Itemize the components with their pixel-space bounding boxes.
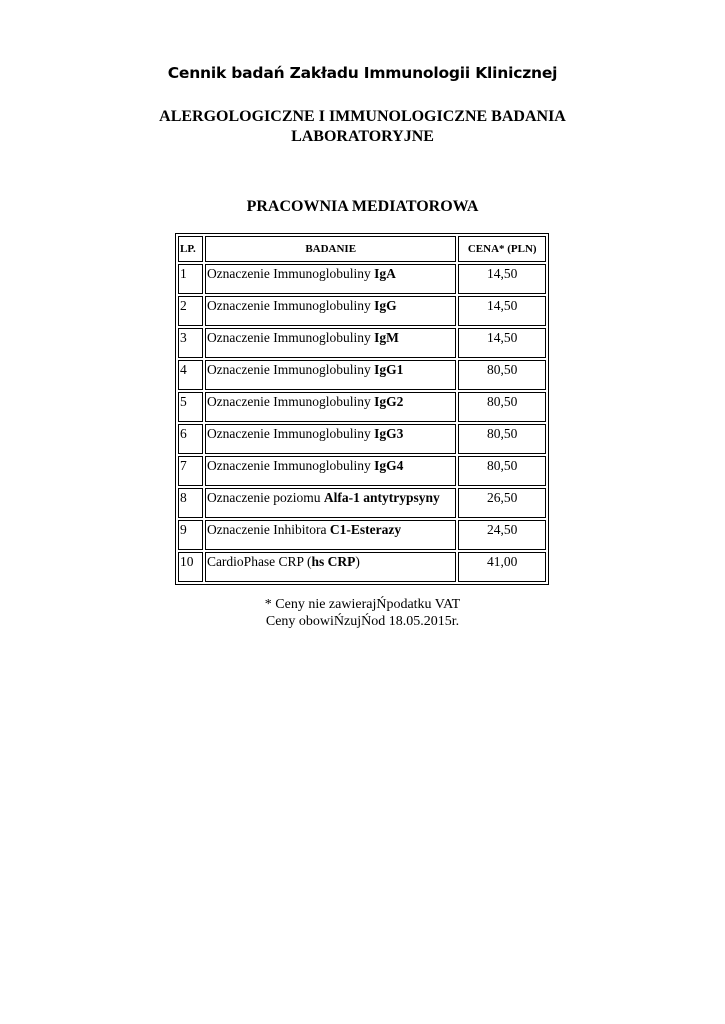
header-cena: CENA* (PLN) bbox=[458, 236, 546, 262]
row-test-name: Oznaczenie Immunoglobuliny IgG3 bbox=[205, 424, 457, 454]
row-lp: 1 bbox=[178, 264, 203, 294]
table-row bbox=[178, 456, 546, 486]
section-title: PRACOWNIA MEDIATOROWA bbox=[246, 198, 479, 215]
price-notes bbox=[0, 596, 725, 630]
row-test-name: Oznaczenie Immunoglobuliny IgA bbox=[205, 264, 457, 294]
table-row bbox=[178, 264, 546, 294]
price-table bbox=[175, 233, 549, 585]
row-lp: 10 bbox=[178, 552, 203, 582]
row-test-name: Oznaczenie Immunoglobuliny IgG bbox=[205, 296, 457, 326]
row-lp: 8 bbox=[178, 488, 203, 518]
row-lp: 7 bbox=[178, 456, 203, 486]
table-row bbox=[178, 328, 546, 358]
validity-note: Ceny obowiŃzujŃod 18.05.2015r. bbox=[265, 614, 460, 629]
row-price: 80,50 bbox=[458, 456, 546, 486]
heading-line-2: LABORATORYJNE bbox=[291, 128, 434, 145]
table-row bbox=[178, 424, 546, 454]
row-price: 41,00 bbox=[458, 552, 546, 582]
table-row bbox=[178, 392, 546, 422]
table-row bbox=[178, 488, 546, 518]
vat-note: * Ceny nie zawierajŃpodatku VAT bbox=[264, 597, 461, 612]
table-body bbox=[178, 264, 546, 582]
table-row bbox=[178, 296, 546, 326]
row-lp: 2 bbox=[178, 296, 203, 326]
row-lp: 3 bbox=[178, 328, 203, 358]
page-title: Cennik badań Zakładu Immunologii Klinicznej bbox=[167, 64, 558, 82]
row-test-name: Oznaczenie Inhibitora C1-Esterazy bbox=[205, 520, 457, 550]
row-price: 14,50 bbox=[458, 296, 546, 326]
document-heading bbox=[0, 107, 725, 147]
row-price: 80,50 bbox=[458, 424, 546, 454]
row-price: 24,50 bbox=[458, 520, 546, 550]
table-header-row bbox=[178, 236, 546, 262]
row-test-name: Oznaczenie Immunoglobuliny IgG4 bbox=[205, 456, 457, 486]
row-test-name: Oznaczenie Immunoglobuliny IgG2 bbox=[205, 392, 457, 422]
row-test-name: CardioPhase CRP (hs CRP) bbox=[205, 552, 457, 582]
row-test-name: Oznaczenie Immunoglobuliny IgG1 bbox=[205, 360, 457, 390]
row-lp: 4 bbox=[178, 360, 203, 390]
row-price: 14,50 bbox=[458, 264, 546, 294]
row-test-name: Oznaczenie Immunoglobuliny IgM bbox=[205, 328, 457, 358]
row-lp: 6 bbox=[178, 424, 203, 454]
header-lp: LP. bbox=[178, 236, 203, 262]
table-row bbox=[178, 520, 546, 550]
heading-line-1: ALERGOLOGICZNE I IMMUNOLOGICZNE BADANIA bbox=[159, 108, 566, 125]
table-row bbox=[178, 552, 546, 582]
row-price: 80,50 bbox=[458, 392, 546, 422]
row-lp: 9 bbox=[178, 520, 203, 550]
row-price: 14,50 bbox=[458, 328, 546, 358]
row-price: 26,50 bbox=[458, 488, 546, 518]
row-lp: 5 bbox=[178, 392, 203, 422]
table-row bbox=[178, 360, 546, 390]
row-test-name: Oznaczenie poziomu Alfa-1 antytrypsyny bbox=[205, 488, 457, 518]
header-badanie: BADANIE bbox=[205, 236, 457, 262]
row-price: 80,50 bbox=[458, 360, 546, 390]
